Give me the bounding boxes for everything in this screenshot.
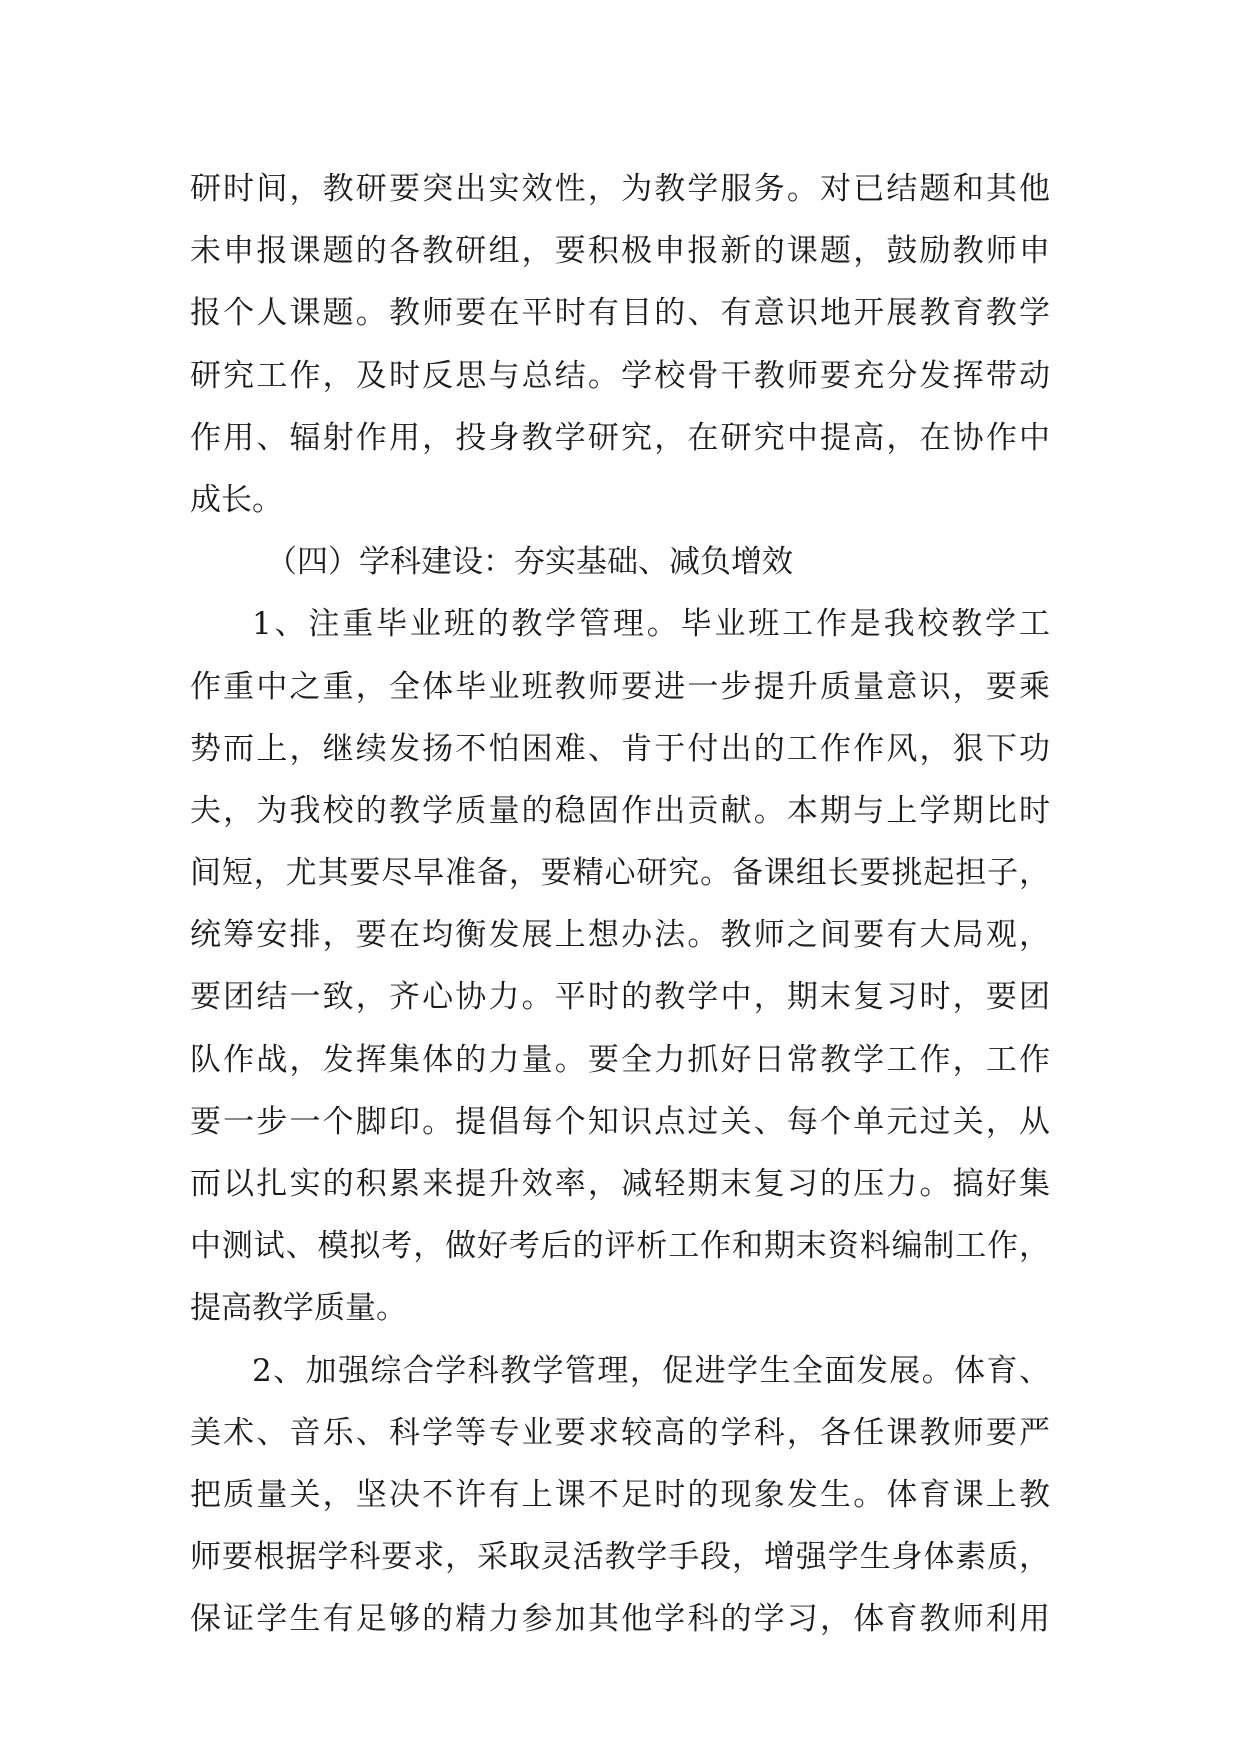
text-line: 要团结一致，齐心协力。平时的教学中，期末复习时，要团: [190, 979, 1050, 1016]
text-line: 而以扎实的积累来提升效率，减轻期末复习的压力。搞好集: [190, 1166, 1050, 1202]
text-line: 要一步一个脚印。提倡每个知识点过关、每个单元过关，从: [190, 1103, 1050, 1140]
text-line: 研时间，教研要突出实效性，为教学服务。对已结题和其他: [190, 171, 1050, 207]
text-line: 报个人课题。教师要在平时有目的、有意识地开展教育教学: [190, 295, 1050, 332]
text-line: 夫，为我校的教学质量的稳固作出贡献。本期与上学期比时: [190, 792, 1050, 829]
text-line: 把质量关，坚决不许有上课不足时的现象发生。体育课上教: [190, 1476, 1050, 1513]
section-heading: （四）学科建设：夯实基础、减负增效: [266, 544, 793, 581]
body-text: [190, 158, 1050, 1651]
text-line: 势而上，继续发扬不怕困难、肯于付出的工作作风，狠下功: [190, 730, 1050, 767]
text-line: 成长。: [190, 481, 283, 518]
text-line: 未申报课题的各教研组，要积极申报新的课题，鼓励教师申: [190, 233, 1050, 270]
text-line: 间短，尤其要尽早准备，要精心研究。备课组长要挑起担子，: [190, 855, 1050, 892]
text-line: 师要根据学科要求，采取灵活教学手段，增强学生身体素质，: [190, 1539, 1050, 1576]
text-line: 1、注重毕业班的教学管理。毕业班工作是我校教学工: [252, 606, 1050, 643]
text-line: 中测试、模拟考，做好考后的评析工作和期末资料编制工作，: [190, 1228, 1050, 1265]
text-line: 美术、音乐、科学等专业要求较高的学科，各任课教师要严: [190, 1414, 1050, 1451]
text-line: 统筹安排，要在均衡发展上想办法。教师之间要有大局观，: [190, 917, 1050, 954]
text-line: 队作战，发挥集体的力量。要全力抓好日常教学工作，工作: [190, 1041, 1050, 1078]
text-line: 作重中之重，全体毕业班教师要进一步提升质量意识，要乘: [190, 668, 1050, 705]
text-line: 2、加强综合学科教学管理，促进学生全面发展。体育、: [252, 1352, 1050, 1389]
text-line: 提高教学质量。: [190, 1290, 407, 1327]
text-line: 作用、辐射作用，投身教学研究，在研究中提高，在协作中: [190, 419, 1050, 456]
text-line: 研究工作，及时反思与总结。学校骨干教师要充分发挥带动: [190, 357, 1050, 394]
text-line: 保证学生有足够的精力参加其他学科的学习，体育教师利用: [190, 1601, 1050, 1638]
